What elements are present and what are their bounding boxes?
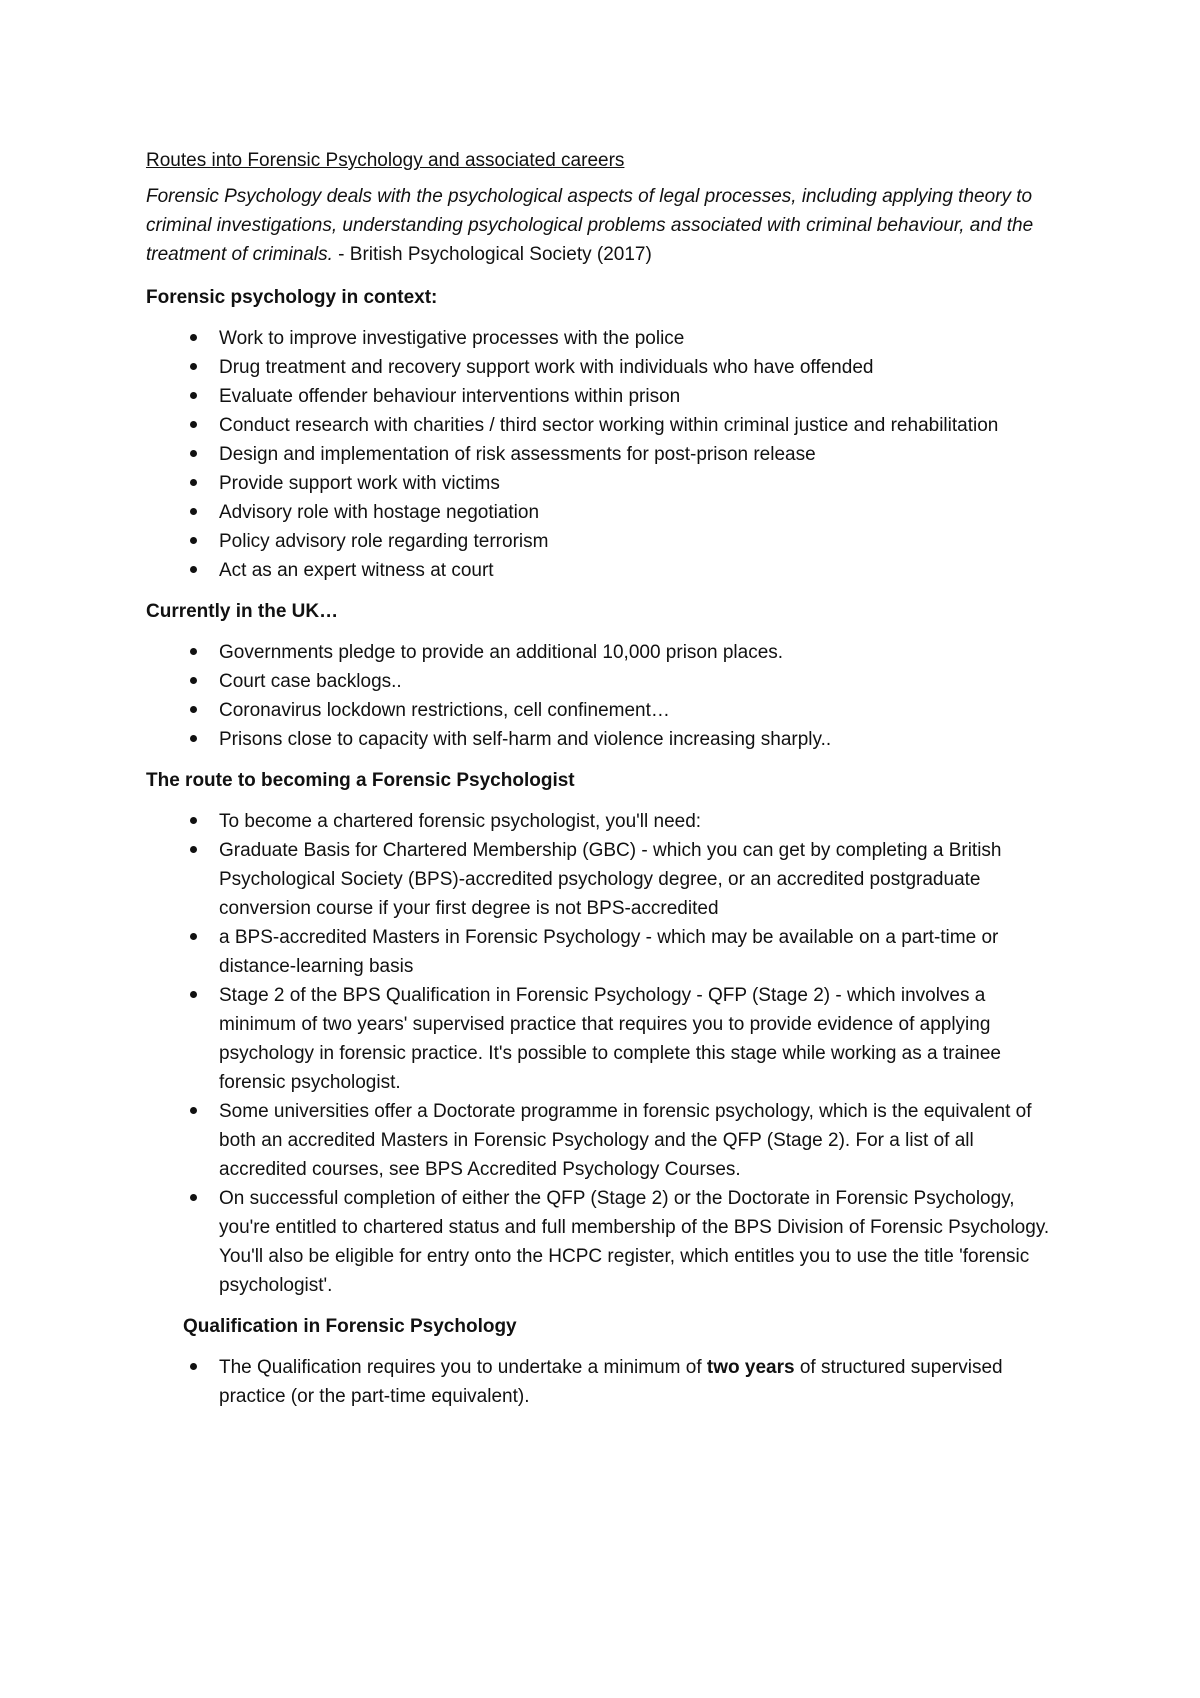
bullet-icon [183,667,203,696]
list-item: Stage 2 of the BPS Qualification in Forensic Psychology - QFP (Stage 2) - which involves a minimum of two years' supervised practice that requires you to provide evidence of applying psychology in forensic practice. It's possible to complete this stage while working as a trainee forensic psychologist. [146,981,1050,1097]
list-item: a BPS-accredited Masters in Forensic Psychology - which may be available on a part-time or distance-learning basis [146,923,1050,981]
bullet-icon [183,696,203,725]
list-item: The Qualification requires you to undertake a minimum of two years of structured supervised practice (or the part-time equivalent). [146,1353,1050,1411]
list-item: Coronavirus lockdown restrictions, cell confinement… [146,696,1050,725]
list-item: Work to improve investigative processes with the police [146,324,1050,353]
bullet-icon [183,725,203,754]
list-item: Design and implementation of risk assessments for post-prison release [146,440,1050,469]
uk-list [146,638,1050,754]
list-item: Provide support work with victims [146,469,1050,498]
list-item: Some universities offer a Doctorate programme in forensic psychology, which is the equivalent of both an accredited Masters in Forensic Psychology and the QFP (Stage 2). For a list of all accredited courses, see BPS Accredited Psychology Courses. [146,1097,1050,1184]
list-item: To become a chartered forensic psychologist, you'll need: [146,807,1050,836]
bullet-icon [183,469,203,498]
bullet-icon [183,923,203,952]
bullet-icon [183,411,203,440]
bullet-icon [183,836,203,865]
intro-attribution: - British Psychological Society (2017) [332,244,652,265]
bullet-icon [183,353,203,382]
bullet-icon [183,1097,203,1126]
list-item: Governments pledge to provide an additional 10,000 prison places. [146,638,1050,667]
list-item: On successful completion of either the QFP (Stage 2) or the Doctorate in Forensic Psychology, you're entitled to chartered status and full membership of the BPS Division of Forensic Psychology. You'll also be eligible for entry onto the HCPC register, which entitles you to use the title 'forensic psychologist'. [146,1184,1050,1300]
list-item: Advisory role with hostage negotiation [146,498,1050,527]
bullet-icon [183,556,203,585]
bullet-icon [183,807,203,836]
emphasis-text: two years [706,1357,795,1378]
intro-paragraph [146,182,1050,269]
section-heading-uk: Currently in the UK… [146,601,339,622]
bullet-icon [183,527,203,556]
list-item: Policy advisory role regarding terrorism [146,527,1050,556]
list-item: Evaluate offender behaviour interventions within prison [146,382,1050,411]
bullet-icon [183,638,203,667]
intro-quote: Forensic Psychology deals with the psychological aspects of legal processes, including applying theory to criminal investigations, understanding psychological problems associated with criminal behaviour, and the treatment of criminals. [146,186,1034,265]
bullet-icon [183,382,203,411]
list-item: Prisons close to capacity with self-harm and violence increasing sharply.. [146,725,1050,754]
bullet-icon [183,1184,203,1213]
list-item: Conduct research with charities / third sector working within criminal justice and rehabilitation [146,411,1050,440]
list-item: Court case backlogs.. [146,667,1050,696]
list-item: Act as an expert witness at court [146,556,1050,585]
bullet-icon [183,1353,203,1382]
route-list [146,807,1050,1300]
list-item: Drug treatment and recovery support work with individuals who have offended [146,353,1050,382]
bullet-icon [183,440,203,469]
list-item: Graduate Basis for Chartered Membership (GBC) - which you can get by completing a British Psychological Society (BPS)-accredited psychology degree, or an accredited postgraduate conversion course if your first degree is not BPS-accredited [146,836,1050,923]
context-list [146,324,1050,585]
bullet-icon [183,498,203,527]
bullet-icon [183,324,203,353]
document-title: Routes into Forensic Psychology and associated careers [146,150,625,171]
section-heading-route: The route to becoming a Forensic Psychologist [146,770,575,791]
section-heading-context: Forensic psychology in context: [146,287,438,308]
bullet-icon [183,981,203,1010]
qualification-list [146,1353,1050,1411]
section-heading-qualification: Qualification in Forensic Psychology [183,1316,517,1337]
